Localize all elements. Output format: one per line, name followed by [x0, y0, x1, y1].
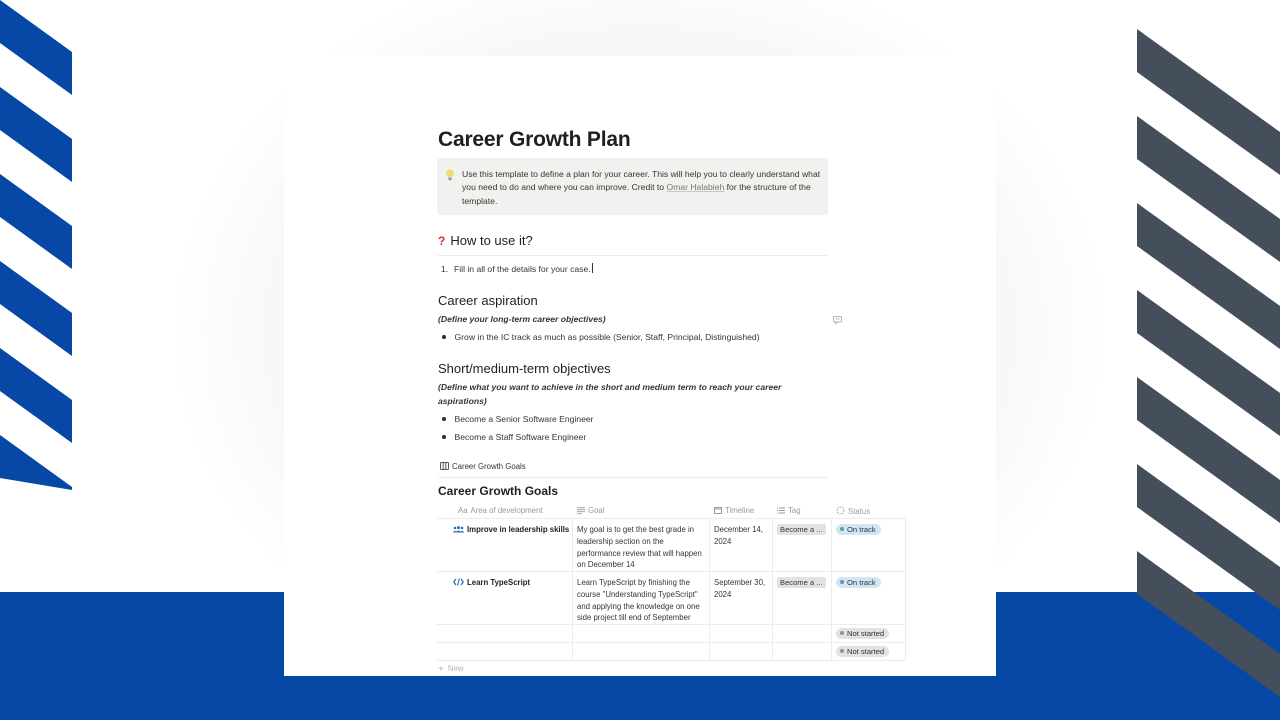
list-item-text: Become a Senior Software Engineer — [454, 414, 594, 424]
cell-divider — [572, 572, 573, 624]
bulleted-list-item[interactable] — [438, 432, 586, 442]
cell-divider — [772, 572, 773, 624]
cell-tag[interactable] — [777, 524, 826, 536]
tag-chip: Become a ... — [777, 524, 826, 535]
database-view-link[interactable] — [440, 462, 526, 471]
callout-text-after: for the structure of the template. — [462, 182, 811, 206]
cell-divider — [709, 625, 710, 642]
status-badge — [836, 628, 889, 639]
cell-area[interactable] — [453, 577, 530, 589]
bullet-icon — [442, 335, 446, 339]
column-label: Timeline — [725, 506, 755, 515]
objectives-note[interactable]: (Define what you want to achieve in the short and medium term to reach your career aspirations) — [438, 382, 782, 406]
cell-divider — [831, 519, 832, 571]
column-label: Status — [848, 507, 871, 516]
cell-divider — [905, 572, 906, 624]
column-header-goal[interactable] — [577, 506, 604, 515]
status-dot — [840, 527, 844, 531]
status-text: On track — [847, 578, 876, 587]
code-icon — [453, 578, 464, 586]
column-label: Goal — [588, 506, 605, 515]
calendar-icon — [714, 507, 722, 514]
table-icon — [440, 462, 449, 470]
bullet-icon — [442, 435, 446, 439]
list-item-text: Fill in all of the details for your case. — [454, 264, 591, 274]
paragraph-icon — [577, 507, 585, 514]
cell-area[interactable] — [453, 524, 569, 536]
heading-how-to-use-text: How to use it? — [450, 233, 533, 248]
status-text: Not started — [847, 647, 885, 656]
cell-divider — [572, 643, 573, 660]
list-number: 1. — [441, 264, 449, 274]
page-title[interactable]: Career Growth Plan — [438, 128, 631, 151]
cell-divider — [831, 643, 832, 660]
bulleted-list-item[interactable] — [438, 332, 760, 342]
cell-divider — [905, 643, 906, 660]
lightbulb-icon — [445, 169, 455, 181]
status-dot — [840, 580, 844, 584]
status-badge — [836, 646, 889, 657]
add-new-row-button[interactable] — [438, 664, 463, 675]
credit-link[interactable]: Omar Halabieh — [666, 182, 725, 193]
database-title[interactable]: Career Growth Goals — [438, 484, 559, 498]
heading-divider — [438, 255, 828, 256]
numbered-list-item[interactable] — [438, 263, 593, 274]
cell-goal[interactable]: Learn TypeScript by finishing the course "Understanding TypeScript" and applying the knowledge on one side project till end of September — [577, 578, 700, 623]
cell-status[interactable] — [836, 628, 889, 640]
database-link-label: Career Growth Goals — [452, 462, 526, 471]
cell-timeline[interactable]: September 30, 2024 — [714, 578, 766, 599]
cell-tag[interactable] — [777, 577, 826, 589]
cell-divider — [772, 643, 773, 660]
cell-divider — [831, 572, 832, 624]
heading-career-aspiration[interactable]: Career aspiration — [438, 293, 538, 308]
status-dot — [840, 631, 844, 635]
table-row[interactable] — [436, 625, 906, 643]
right-gray-stripes — [1137, 29, 1280, 697]
bulleted-list-item[interactable] — [438, 414, 594, 424]
status-badge — [836, 577, 881, 588]
cell-divider — [709, 572, 710, 624]
table-row[interactable] — [436, 519, 906, 572]
column-header-status[interactable] — [836, 506, 870, 516]
cell-divider — [572, 625, 573, 642]
callout-block[interactable] — [437, 158, 828, 215]
notion-page-card — [284, 56, 996, 676]
aspiration-note[interactable]: (Define your long-term career objectives) — [438, 314, 606, 324]
cell-divider — [709, 519, 710, 571]
status-text: Not started — [847, 629, 885, 638]
column-label: Area of development — [470, 506, 543, 515]
text-icon: Aa — [458, 506, 468, 515]
cell-divider — [709, 643, 710, 660]
cell-divider — [831, 625, 832, 642]
new-row-label: New — [447, 664, 464, 673]
table-header — [436, 502, 906, 519]
cell-status[interactable] — [836, 646, 889, 658]
text-cursor — [592, 263, 593, 273]
list-item-text: Grow in the IC track as much as possible (Senior, Staff, Principal, Distinguished) — [454, 332, 760, 342]
cell-divider — [905, 519, 906, 571]
status-icon — [836, 506, 845, 515]
comment-icon[interactable] — [833, 316, 842, 324]
status-text: On track — [847, 525, 876, 534]
cell-goal[interactable]: My goal is to get the best grade in leadership section on the performance review that will happen on December 14 — [577, 525, 702, 570]
cell-divider — [772, 625, 773, 642]
cell-divider — [572, 519, 573, 571]
column-header-tag[interactable] — [777, 506, 801, 515]
area-text: Learn TypeScript — [467, 578, 531, 587]
column-header-timeline[interactable] — [714, 506, 754, 515]
status-badge — [836, 524, 881, 535]
area-text: Improve in leadership skills — [467, 525, 570, 534]
cell-timeline[interactable]: December 14, 2024 — [714, 525, 763, 546]
people-icon — [453, 526, 464, 533]
cell-status[interactable] — [836, 524, 881, 536]
plus-icon: + — [438, 664, 444, 675]
column-label: Tag — [788, 506, 801, 515]
heading-how-to-use[interactable] — [438, 233, 533, 248]
left-blue-stripes — [0, 0, 72, 490]
callout-text-before: Use this template to define a plan for your career. This will help you to clearly understand what you need to do and where you can improve. Credit to — [462, 169, 821, 193]
callout-text — [462, 168, 822, 208]
bullet-icon — [442, 417, 446, 421]
list-item-text: Become a Staff Software Engineer — [454, 432, 587, 442]
column-header-area[interactable] — [458, 506, 543, 515]
question-mark-icon: ? — [438, 234, 446, 248]
cell-status[interactable] — [836, 577, 881, 589]
cell-divider — [772, 519, 773, 571]
list-icon — [777, 507, 785, 514]
heading-objectives[interactable]: Short/medium-term objectives — [438, 361, 611, 376]
tag-chip: Become a ... — [777, 577, 826, 588]
status-dot — [840, 649, 844, 653]
database-divider — [438, 477, 828, 478]
table-row[interactable] — [436, 572, 906, 625]
cell-divider — [905, 625, 906, 642]
table-row[interactable] — [436, 643, 906, 661]
